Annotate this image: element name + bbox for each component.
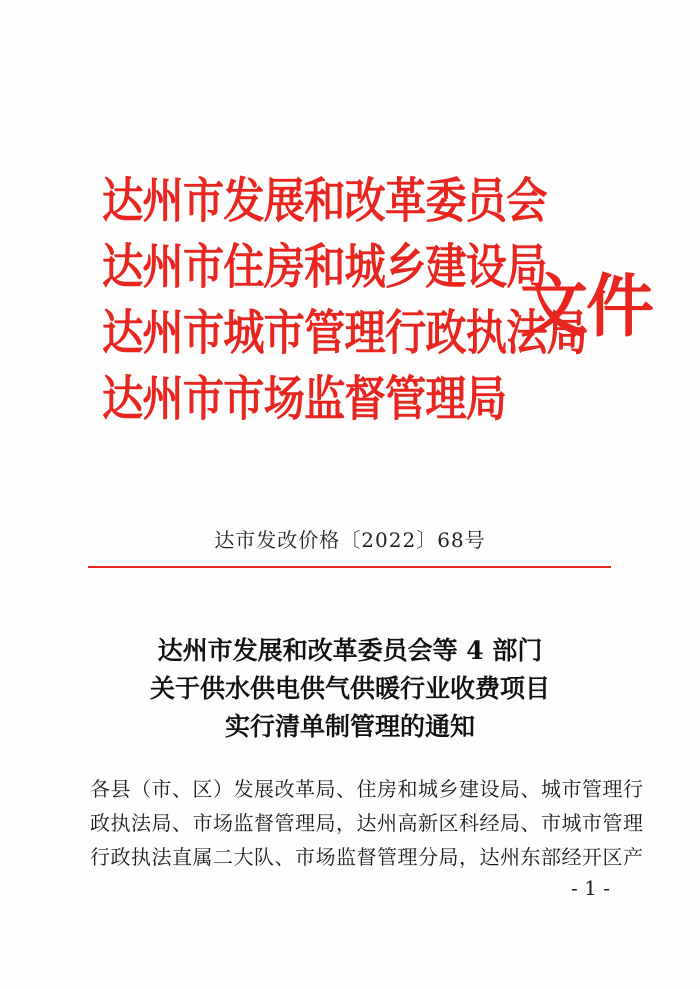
issuer-line: 达州市市场监督管理局 — [102, 371, 507, 427]
issuer-line: 达州市发展和改革委员会 — [102, 173, 547, 229]
page-number: - 1 - — [571, 876, 610, 900]
document-title — [0, 632, 700, 746]
red-separator-line — [88, 566, 611, 568]
title-line: 达州市发展和改革委员会等 4 部门 — [157, 636, 543, 665]
body-line: 行政执法直属二大队、市场监督管理分局，达州东部经开区产 — [90, 845, 644, 869]
issuer-line: 达州市城市管理行政执法局 — [102, 305, 588, 361]
body-line: 政执法局、市场监督管理局，达州高新区科经局、市城市管理 — [90, 811, 644, 835]
title-line: 实行清单制管理的通知 — [224, 712, 475, 741]
title-line: 关于供水供电供气供暖行业收费项目 — [149, 674, 550, 703]
body-line: 各县（市、区）发展改革局、住房和城乡建设局、城市管理行 — [90, 777, 644, 801]
issuer-line: 达州市住房和城乡建设局 — [102, 239, 547, 295]
document-type-label: 文件 — [520, 267, 653, 347]
document-body — [90, 772, 644, 874]
document-number: 达市发改价格〔2022〕68号 — [214, 528, 486, 552]
